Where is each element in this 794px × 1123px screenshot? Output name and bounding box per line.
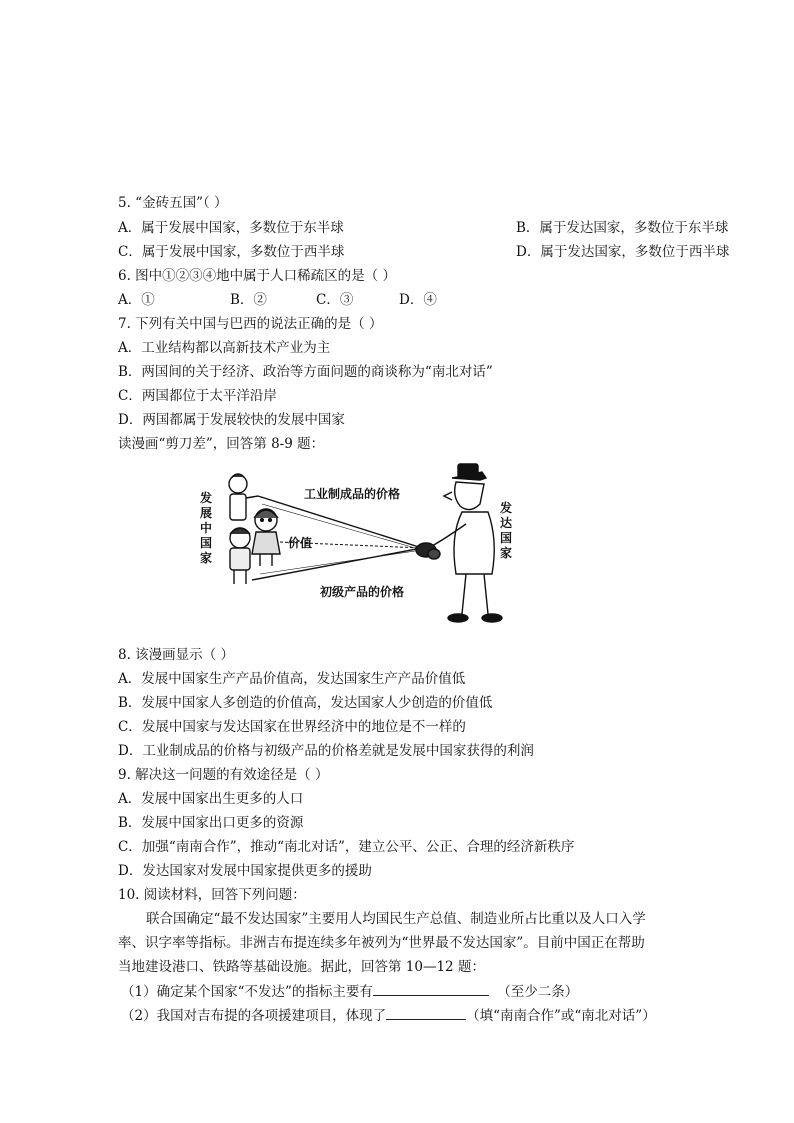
cartoon-right-char-3: 国: [499, 531, 512, 545]
q10-sub2-suffix: （填“南南合作”或“南北对话”）: [466, 1008, 656, 1024]
q5-option-row-2: [118, 242, 730, 262]
q6-option-d: D．④: [399, 292, 437, 308]
q6-option-c: C．③: [316, 292, 354, 308]
q10-material-line-2: 率、识字率等指标。非洲吉布提连续多年被列为“世界最不发达国家”。目前中国正在帮助: [118, 935, 645, 951]
q9-stem: 9. 解决这一问题的有效途径是（ ）: [118, 767, 329, 783]
cartoon-left-char-2: 展: [199, 506, 213, 520]
q5-option-row-1: [118, 218, 729, 238]
q9-option-d: D．发达国家对发展中国家提供更多的援助: [118, 863, 372, 879]
q10-sub2: [121, 1005, 656, 1026]
cartoon-right-char-4: 家: [499, 546, 512, 560]
q10-sub1-answer-blank[interactable]: [373, 981, 489, 996]
q9-option-a: A．发展中国家出生更多的人口: [118, 791, 304, 807]
developing-country-children: [229, 474, 280, 584]
q6-option-b: B．②: [230, 292, 267, 308]
q8-option-a: A．发展中国家生产产品价值高，发达国家生产产品价值低: [118, 671, 466, 687]
q8-option-d: D．工业制成品的价格与初级产品的价格差就是发展中国家获得的利润: [118, 743, 534, 759]
q10-sub2-prefix: （2）我国对吉布提的各项援建项目，体现了: [121, 1008, 387, 1024]
developed-country-man: [416, 464, 502, 622]
q7-stem: 7. 下列有关中国与巴西的说法正确的是（ ）: [118, 316, 383, 332]
q6-option-a: A．①: [118, 292, 155, 308]
cartoon-left-char-3: 中: [199, 521, 213, 535]
q10-sub1-prefix: （1）确定某个国家“不发达”的指标主要有: [121, 984, 373, 1000]
q7-option-a: A．工业结构都以高新技术产业为主: [118, 340, 331, 356]
q10-stem: 10. 阅读材料，回答下列问题：: [118, 887, 306, 903]
q10-material-line-1: 联合国确定“最不发达国家”主要用人均国民生产总值、制造业所占比重以及人口入学: [146, 911, 646, 927]
cartoon-right-char-2: 达: [499, 516, 512, 530]
q8-stem: 8. 该漫画显示（ ）: [118, 647, 234, 663]
q10-sub1-suffix: （至少二条）: [497, 984, 579, 1000]
q9-option-b: B．发展中国家出口更多的资源: [118, 815, 304, 831]
cartoon-left-char-1: 发: [199, 491, 213, 505]
q10-sub2-answer-blank[interactable]: [386, 1005, 466, 1020]
q5-option-a: A．属于发展中国家，多数位于东半球: [118, 220, 344, 236]
q10-material-line-3: 当地建设港口、铁路等基础设施。据此，回答第 10—12 题：: [118, 959, 485, 975]
scissors-gap-cartoon: [190, 462, 510, 634]
q5-option-c: C．属于发展中国家，多数位于西半球: [118, 244, 345, 260]
cartoon-right-char-1: 发: [499, 501, 512, 515]
q8-option-b: B．发展中国家人多创造的价值高，发达国家人少创造的价值低: [118, 695, 493, 711]
q6-stem: 6. 图中①②③④地中属于人口稀疏区的是（ ）: [118, 268, 396, 284]
q7-option-d: D．两国都属于发展较快的发展中国家: [118, 412, 345, 428]
q7-option-b: B．两国间的关于经济、政治等方面问题的商谈称为“南北对话”: [118, 364, 493, 380]
cartoon-intro: 读漫画“剪刀差”，回答第 8-9 题：: [118, 436, 325, 452]
q5-stem: 5. “金砖五国”（ ）: [118, 195, 228, 211]
cartoon-bottom-label: 初级产品的价格: [319, 585, 405, 599]
cartoon-top-label: 工业制成品的价格: [303, 487, 401, 501]
q8-option-c: C．发展中国家与发达国家在世界经济中的地位是不一样的: [118, 719, 466, 735]
q5-option-b: B．属于发达国家，多数位于东半球: [516, 220, 729, 236]
q7-option-c: C．两国都位于太平洋沿岸: [118, 388, 277, 404]
cartoon-mid-label: 价值: [287, 536, 313, 550]
q9-option-c: C．加强“南南合作”，推动“南北对话”，建立公平、公正、合理的经济新秩序: [118, 839, 575, 855]
cartoon-left-char-4: 国: [199, 536, 213, 550]
cartoon-left-char-5: 家: [199, 551, 213, 565]
q5-option-d: D．属于发达国家，多数位于西半球: [516, 244, 730, 260]
q10-sub1: [121, 981, 578, 1002]
